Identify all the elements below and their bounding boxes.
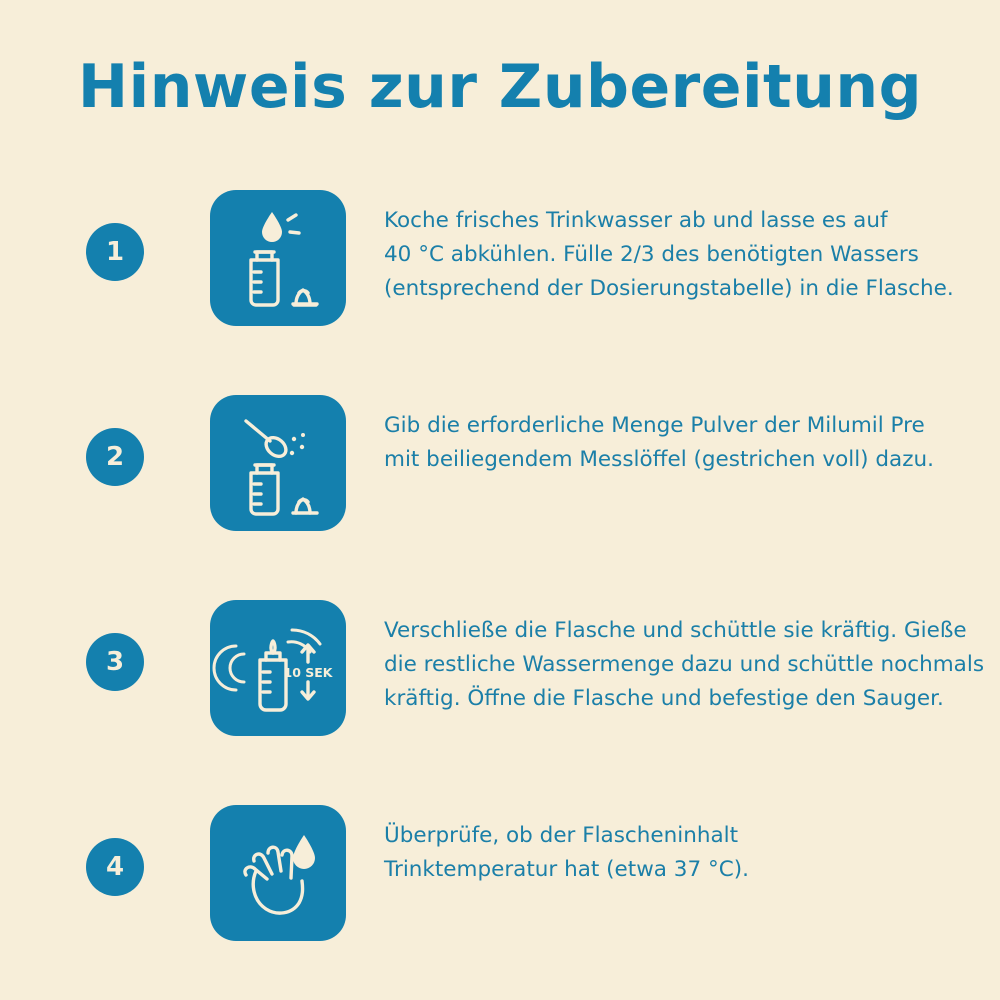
step-text [384,409,934,477]
water-drop-bottle-icon [210,190,346,326]
step-number-badge: 2 [86,428,144,486]
list-item [0,791,1000,996]
list-item [0,176,1000,381]
step-number-badge: 3 [86,633,144,691]
shake-bottle-10-sek-icon [210,600,346,736]
step-text-line: Verschließe die Flasche und schüttle sie kräftig. Gieße [384,618,967,643]
page-title: Hinweis zur Zubereitung [77,52,923,122]
hand-drop-temperature-icon [210,805,346,941]
steps-list [0,176,1000,996]
step-text-line: Überprüfe, ob der Flascheninhalt [384,823,739,848]
list-item [0,381,1000,586]
list-item [0,586,1000,791]
step-text-line: 40 °C abkühlen. Fülle 2/3 des benötigten Wassers [384,242,919,267]
step-number-badge: 1 [86,223,144,281]
step-text-line: Trinktemperatur hat (etwa 37 °C). [384,857,749,882]
step-text-line: die restliche Wassermenge dazu und schüttle nochmals [384,652,985,677]
step-text [384,819,924,887]
icon-label: 10 SEK [283,665,333,680]
step-text-line: Gib die erforderliche Menge Pulver der Milumil Pre [384,413,925,438]
measuring-spoon-powder-icon [210,395,346,531]
step-text [384,204,954,306]
step-number-badge: 4 [86,838,144,896]
step-text-line: (entsprechend der Dosierungstabelle) in die Flasche. [384,276,954,301]
step-text-line: kräftig. Öffne die Flasche und befestige den Sauger. [384,686,944,711]
step-text-line: Koche frisches Trinkwasser ab und lasse es auf [384,208,888,233]
step-text-line: mit beiliegendem Messlöffel (gestrichen voll) dazu. [384,447,934,472]
step-text [384,614,985,716]
